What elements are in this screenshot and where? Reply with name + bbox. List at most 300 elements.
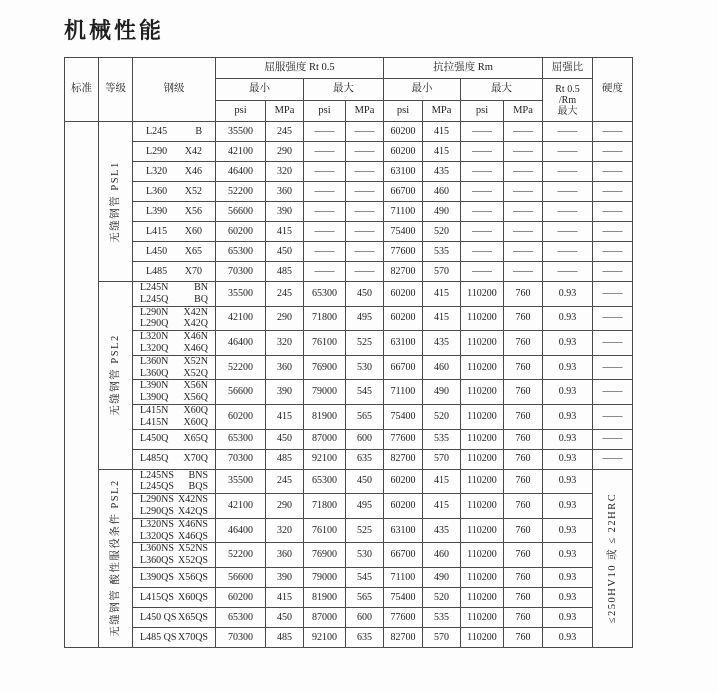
value-cell: 415 (266, 587, 304, 607)
value-cell: —— (346, 182, 384, 202)
value-cell: —— (504, 202, 543, 222)
steel-grade-l-code: L290NS (140, 494, 174, 506)
value-cell: 520 (423, 587, 461, 607)
steel-grade-x-code: X60Q (183, 416, 208, 428)
table-row (65, 122, 633, 142)
value-cell: 600 (346, 429, 384, 449)
value-cell: —— (543, 202, 593, 222)
value-cell: 65300 (216, 242, 266, 262)
steel-grade-cell (133, 380, 216, 405)
value-cell: 390 (266, 567, 304, 587)
steel-grade-pair (133, 368, 215, 380)
header-standard: 标准 (65, 58, 99, 122)
value-cell: 82700 (384, 262, 423, 282)
table-row (65, 242, 633, 262)
value-cell: 75400 (384, 222, 423, 242)
value-cell: —— (504, 122, 543, 142)
steel-grade-l-code: L320Q (140, 342, 169, 354)
value-cell: —— (593, 242, 633, 262)
value-cell: 71100 (384, 380, 423, 405)
mechanical-properties-table (64, 57, 633, 648)
value-cell: 565 (346, 404, 384, 429)
value-cell: —— (304, 222, 346, 242)
header-unit-mpa: MPa (504, 101, 543, 122)
standard-cell-empty (65, 122, 99, 648)
steel-grade-x-code: X52N (183, 355, 208, 367)
steel-grade-pair (133, 555, 215, 567)
value-cell: 60200 (384, 142, 423, 162)
steel-grade-l-code: L290 (146, 145, 168, 157)
steel-grade-l-code: L360N (140, 355, 169, 367)
value-cell: 77600 (384, 429, 423, 449)
steel-grade-l-code: L485 (146, 265, 168, 277)
value-cell: 0.93 (543, 282, 593, 307)
value-cell: —— (543, 122, 593, 142)
value-cell: 110200 (461, 331, 504, 356)
value-cell: 76100 (304, 518, 346, 543)
steel-grade-pair (133, 318, 215, 330)
steel-grade-x-code: X46N (183, 331, 208, 343)
steel-grade-l-code: L320N (140, 331, 169, 343)
value-cell: —— (346, 222, 384, 242)
steel-grade-l-code: L360Q (140, 367, 169, 379)
value-cell: 110200 (461, 306, 504, 331)
steel-grade-x-code: X65 (184, 245, 202, 257)
steel-grade-l-code: L290Q (140, 318, 169, 330)
steel-grade-x-code: X70 (184, 265, 202, 277)
steel-grade-cell (133, 404, 216, 429)
steel-grade-l-code: L245 (146, 125, 168, 137)
value-cell: 0.93 (543, 355, 593, 380)
steel-grade-x-code: X42Q (183, 318, 208, 330)
value-cell: 435 (423, 331, 461, 356)
value-cell: —— (593, 355, 633, 380)
value-cell: 545 (346, 380, 384, 405)
table-body (65, 122, 633, 648)
header-tensile-strength: 抗拉强度 Rm (384, 58, 543, 79)
steel-grade-pair (133, 531, 215, 543)
value-cell: —— (593, 404, 633, 429)
value-cell: —— (304, 262, 346, 282)
steel-grade-l-code: L320QS (140, 530, 174, 542)
value-cell: 460 (423, 182, 461, 202)
value-cell: 485 (266, 262, 304, 282)
value-cell: 0.93 (543, 587, 593, 607)
value-cell: 495 (346, 494, 384, 519)
steel-grade-cell (133, 567, 216, 587)
steel-grade-x-code: BN (194, 282, 208, 293)
value-cell: 290 (266, 142, 304, 162)
steel-grade-pair (133, 126, 215, 138)
steel-grade-pair (133, 166, 215, 178)
table-row (65, 182, 633, 202)
value-cell: 0.93 (543, 429, 593, 449)
table-row (65, 331, 633, 356)
steel-grade-l-code: L245Q (140, 293, 169, 305)
steel-grade-pair (133, 186, 215, 198)
steel-grade-l-code: L245N (140, 282, 169, 293)
value-cell: 46400 (216, 331, 266, 356)
value-cell: —— (593, 429, 633, 449)
value-cell: 110200 (461, 627, 504, 647)
steel-grade-l-code: L485 QS (140, 631, 177, 643)
value-cell: 110200 (461, 518, 504, 543)
table-row (65, 355, 633, 380)
value-cell: 110200 (461, 429, 504, 449)
value-cell: 525 (346, 331, 384, 356)
value-cell: 760 (504, 449, 543, 469)
steel-grade-cell (133, 222, 216, 242)
hardness-merged-cell (593, 469, 633, 647)
value-cell: 415 (423, 142, 461, 162)
steel-grade-pair (133, 307, 215, 319)
value-cell: —— (346, 142, 384, 162)
value-cell: 52200 (216, 543, 266, 568)
steel-grade-pair (133, 612, 215, 624)
value-cell: 60200 (384, 306, 423, 331)
table-row (65, 543, 633, 568)
value-cell: 485 (266, 627, 304, 647)
steel-grade-x-code: X42N (183, 306, 208, 318)
value-cell: 535 (423, 242, 461, 262)
header-unit-psi: psi (216, 101, 266, 122)
value-cell: 415 (423, 282, 461, 307)
value-cell: —— (504, 222, 543, 242)
value-cell: 87000 (304, 429, 346, 449)
value-cell: 110200 (461, 469, 504, 494)
value-cell: 760 (504, 429, 543, 449)
ratio-line-3: 最大 (557, 105, 578, 117)
value-cell: 0.93 (543, 494, 593, 519)
value-cell: 92100 (304, 627, 346, 647)
steel-grade-x-code: X46 (184, 165, 202, 177)
value-cell: 490 (423, 202, 461, 222)
table-row (65, 162, 633, 182)
ratio-line-2: /Rm (558, 94, 577, 106)
value-cell: —— (593, 262, 633, 282)
header-ratio-detail (543, 79, 593, 122)
value-cell: 110200 (461, 607, 504, 627)
value-cell: 46400 (216, 518, 266, 543)
value-cell: 35500 (216, 122, 266, 142)
steel-grade-pair (133, 519, 215, 531)
value-cell: —— (504, 242, 543, 262)
value-cell: 415 (423, 306, 461, 331)
value-cell: 75400 (384, 404, 423, 429)
value-cell: —— (304, 182, 346, 202)
value-cell: 56600 (216, 202, 266, 222)
value-cell: 66700 (384, 543, 423, 568)
steel-grade-pair (133, 494, 215, 506)
value-cell: 600 (346, 607, 384, 627)
value-cell: 110200 (461, 494, 504, 519)
value-cell: 570 (423, 627, 461, 647)
table-row (65, 449, 633, 469)
value-cell: 76900 (304, 543, 346, 568)
value-cell: —— (504, 162, 543, 182)
value-cell: 65300 (304, 282, 346, 307)
steel-grade-cell (133, 182, 216, 202)
value-cell: —— (304, 142, 346, 162)
value-cell: 495 (346, 306, 384, 331)
steel-grade-pair (133, 356, 215, 368)
steel-grade-x-code: X42 (184, 145, 202, 157)
value-cell: —— (593, 380, 633, 405)
table-row (65, 567, 633, 587)
value-cell: 60200 (216, 222, 266, 242)
value-cell: 81900 (304, 587, 346, 607)
value-cell: 245 (266, 282, 304, 307)
value-cell: —— (504, 182, 543, 202)
value-cell: 71100 (384, 202, 423, 222)
steel-grade-pair (133, 572, 215, 584)
value-cell: 760 (504, 494, 543, 519)
steel-grade-cell (133, 355, 216, 380)
value-cell: 760 (504, 282, 543, 307)
steel-grade-x-code: X56QS (177, 571, 208, 583)
value-cell: 435 (423, 162, 461, 182)
header-steel-grade: 钢级 (133, 58, 216, 122)
table-row (65, 380, 633, 405)
value-cell: 66700 (384, 355, 423, 380)
steel-grade-l-code: L390Q (140, 392, 169, 404)
value-cell: 360 (266, 182, 304, 202)
value-cell: —— (593, 202, 633, 222)
steel-grade-pair (133, 506, 215, 518)
value-cell: 63100 (384, 518, 423, 543)
steel-grade-l-code: L415QS (140, 591, 174, 603)
header-unit-psi: psi (384, 101, 423, 122)
value-cell: 545 (346, 567, 384, 587)
value-cell: 42100 (216, 142, 266, 162)
header-unit-mpa: MPa (266, 101, 304, 122)
value-cell: —— (346, 262, 384, 282)
table-row (65, 202, 633, 222)
value-cell: 760 (504, 518, 543, 543)
value-cell: 760 (504, 469, 543, 494)
header-tensile-max: 最大 (461, 79, 543, 101)
value-cell: 0.93 (543, 607, 593, 627)
value-cell: 76900 (304, 355, 346, 380)
header-yield-strength: 屈服强度 Rt 0.5 (216, 58, 384, 79)
steel-grade-cell (133, 122, 216, 142)
steel-grade-cell (133, 142, 216, 162)
value-cell: 60200 (384, 494, 423, 519)
steel-grade-pair (133, 543, 215, 555)
value-cell: 110200 (461, 282, 504, 307)
value-cell: 110200 (461, 355, 504, 380)
steel-grade-x-code: X65QS (177, 611, 208, 623)
value-cell: —— (461, 242, 504, 262)
steel-grade-x-code: B (195, 125, 202, 137)
value-cell: 320 (266, 331, 304, 356)
value-cell: 82700 (384, 449, 423, 469)
steel-grade-x-code: BQS (188, 481, 208, 493)
value-cell: 320 (266, 162, 304, 182)
steel-grade-pair (133, 453, 215, 465)
value-cell: 60200 (384, 122, 423, 142)
value-cell: —— (593, 222, 633, 242)
grade-section-label (99, 469, 133, 647)
value-cell: —— (593, 162, 633, 182)
steel-grade-pair (133, 331, 215, 343)
value-cell: 435 (423, 518, 461, 543)
value-cell: —— (593, 122, 633, 142)
steel-grade-cell (133, 449, 216, 469)
steel-grade-l-code: L245QS (140, 481, 174, 493)
table-row (65, 222, 633, 242)
value-cell: 70300 (216, 262, 266, 282)
steel-grade-x-code: X46QS (177, 530, 208, 542)
steel-grade-l-code: L390 (146, 205, 168, 217)
value-cell: 0.93 (543, 331, 593, 356)
table-row (65, 607, 633, 627)
value-cell: 415 (423, 469, 461, 494)
steel-grade-l-code: L320NS (140, 518, 174, 530)
value-cell: —— (304, 162, 346, 182)
value-cell: 450 (266, 607, 304, 627)
value-cell: —— (304, 122, 346, 142)
steel-grade-x-code: X56Q (183, 392, 208, 404)
steel-grade-x-code: X60QS (177, 591, 208, 603)
header-row-1 (65, 58, 633, 79)
value-cell: 450 (346, 282, 384, 307)
steel-grade-x-code: X56N (183, 380, 208, 392)
table-row (65, 469, 633, 494)
value-cell: 635 (346, 627, 384, 647)
header-grade: 等级 (99, 58, 133, 122)
steel-grade-pair (133, 294, 215, 306)
value-cell: 63100 (384, 331, 423, 356)
value-cell: 77600 (384, 242, 423, 262)
value-cell: —— (543, 242, 593, 262)
steel-grade-x-code: X52NS (177, 543, 208, 555)
header-unit-psi: psi (461, 101, 504, 122)
steel-grade-cell (133, 306, 216, 331)
steel-grade-l-code: L360NS (140, 543, 174, 555)
value-cell: 570 (423, 262, 461, 282)
value-cell: —— (304, 202, 346, 222)
steel-grade-x-code: X46Q (183, 342, 208, 354)
value-cell: 530 (346, 543, 384, 568)
grade-section-label-text: 无缝钢管 酸性服役条件 PSL2 (109, 479, 121, 638)
value-cell: —— (543, 142, 593, 162)
value-cell: 485 (266, 449, 304, 469)
value-cell: 92100 (304, 449, 346, 469)
value-cell: 110200 (461, 449, 504, 469)
value-cell: 290 (266, 306, 304, 331)
steel-grade-pair (133, 146, 215, 158)
value-cell: —— (346, 202, 384, 222)
value-cell: —— (504, 142, 543, 162)
steel-grade-pair (133, 246, 215, 258)
value-cell: 360 (266, 355, 304, 380)
value-cell: —— (461, 222, 504, 242)
table-row (65, 429, 633, 449)
value-cell: 79000 (304, 380, 346, 405)
steel-grade-pair (133, 380, 215, 392)
steel-grade-cell (133, 262, 216, 282)
value-cell: —— (543, 162, 593, 182)
table-row (65, 494, 633, 519)
value-cell: 760 (504, 355, 543, 380)
value-cell: 245 (266, 122, 304, 142)
value-cell: 35500 (216, 469, 266, 494)
value-cell: 415 (423, 122, 461, 142)
steel-grade-cell (133, 242, 216, 262)
steel-grade-l-code: L415N (140, 404, 169, 416)
value-cell: 415 (266, 222, 304, 242)
steel-grade-pair (133, 433, 215, 445)
steel-grade-pair (133, 592, 215, 604)
value-cell: 525 (346, 518, 384, 543)
grade-section-label (99, 282, 133, 470)
table-row (65, 282, 633, 307)
value-cell: 0.93 (543, 567, 593, 587)
value-cell: 760 (504, 331, 543, 356)
steel-grade-cell (133, 607, 216, 627)
value-cell: 87000 (304, 607, 346, 627)
value-cell: 79000 (304, 567, 346, 587)
value-cell: 65300 (216, 607, 266, 627)
steel-grade-cell (133, 518, 216, 543)
steel-grade-x-code: BQ (194, 293, 208, 305)
steel-grade-x-code: X60 (184, 225, 202, 237)
value-cell: 415 (266, 404, 304, 429)
header-ratio-title: 屈强比 (543, 58, 593, 79)
value-cell: —— (593, 449, 633, 469)
value-cell: 71100 (384, 567, 423, 587)
value-cell: —— (543, 262, 593, 282)
value-cell: 60200 (384, 469, 423, 494)
steel-grade-l-code: L450 QS (140, 611, 177, 623)
steel-grade-pair (133, 632, 215, 644)
value-cell: 0.93 (543, 627, 593, 647)
steel-grade-cell (133, 429, 216, 449)
value-cell: 60200 (384, 282, 423, 307)
header-unit-mpa: MPa (346, 101, 384, 122)
value-cell: 70300 (216, 627, 266, 647)
table-row (65, 518, 633, 543)
ratio-line-1: Rt 0.5 (555, 83, 580, 95)
steel-grade-x-code: X52QS (177, 555, 208, 567)
value-cell: 65300 (304, 469, 346, 494)
value-cell: 390 (266, 202, 304, 222)
header-yield-min: 最小 (216, 79, 304, 101)
value-cell: —— (461, 202, 504, 222)
value-cell: 635 (346, 449, 384, 469)
steel-grade-l-code: L245NS (140, 469, 174, 481)
value-cell: 0.93 (543, 543, 593, 568)
grade-section-label (99, 122, 133, 282)
steel-grade-x-code: X70QS (177, 631, 208, 643)
steel-grade-l-code: L390N (140, 380, 169, 392)
steel-grade-cell (133, 494, 216, 519)
header-unit-psi: psi (304, 101, 346, 122)
steel-grade-cell (133, 331, 216, 356)
steel-grade-cell (133, 543, 216, 568)
value-cell: 460 (423, 355, 461, 380)
table-row (65, 306, 633, 331)
value-cell: —— (461, 142, 504, 162)
value-cell: 290 (266, 494, 304, 519)
steel-grade-l-code: L290N (140, 306, 169, 318)
steel-grade-l-code: L360 (146, 185, 168, 197)
value-cell: —— (543, 222, 593, 242)
value-cell: 760 (504, 587, 543, 607)
steel-grade-cell (133, 627, 216, 647)
value-cell: —— (346, 242, 384, 262)
